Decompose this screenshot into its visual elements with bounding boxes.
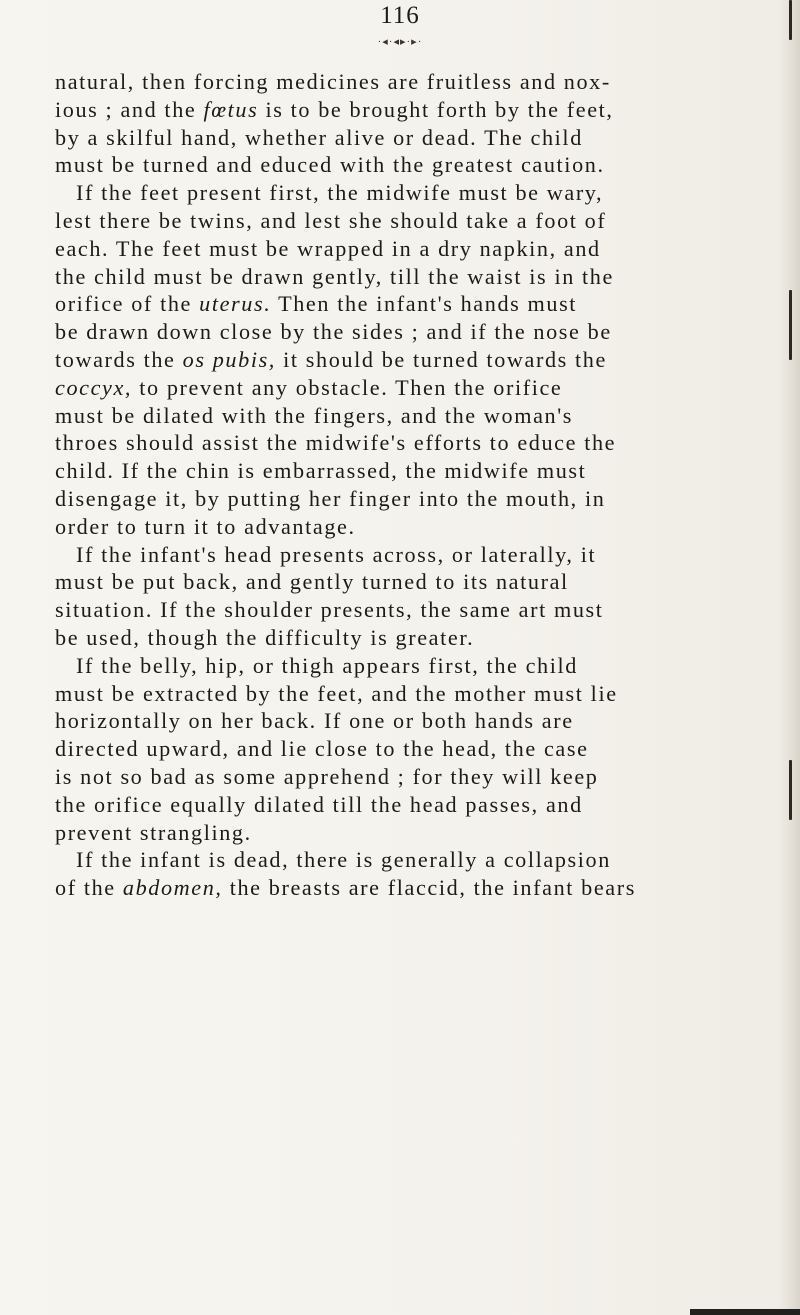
text-line <box>55 124 583 152</box>
text-run: disengage it, by putting her finger into the mouth, in <box>55 486 606 511</box>
text-run: the child must be drawn gently, till the waist is in the <box>55 263 614 289</box>
text-run: be used, though the difficulty is greater. <box>55 625 475 650</box>
text-run: lest there be twins, and lest she should take a foot of <box>55 208 607 233</box>
text-run: it should be turned towards the <box>275 347 607 372</box>
text-run: If the feet present first, the midwife must be wary, <box>76 180 604 206</box>
text-line <box>55 568 569 596</box>
page-bottom-shadow <box>690 1309 800 1315</box>
text-run: must be turned and educed with the greatest caution. <box>55 152 605 178</box>
text-line <box>76 541 596 569</box>
text-run: If the infant's head presents across, or laterally, it <box>76 541 597 567</box>
text-line <box>55 596 604 624</box>
text-line <box>55 485 605 513</box>
text-run: orifice of the <box>55 291 200 317</box>
text-run: each. The feet must be wrapped in a dry napkin, and <box>55 235 601 261</box>
italic-term: uterus. <box>199 291 272 317</box>
text-run: natural, then forcing medicines are fruitless and nox- <box>55 69 611 94</box>
text-run: be drawn down close by the sides ; and if the nose be <box>55 319 612 345</box>
text-run: by a skilful hand, whether alive or dead. The child <box>55 124 583 150</box>
text-line <box>76 652 578 680</box>
page-edge-mark <box>789 290 792 360</box>
text-run: throes should assist the midwife's efforts to educe the <box>55 430 617 456</box>
page-number: 116 <box>380 2 420 29</box>
text-run: towards the <box>55 347 183 372</box>
text-run: the orifice equally dilated till the head passes, and <box>55 791 583 817</box>
text-run: must be put back, and gently turned to its natural <box>55 569 569 595</box>
text-run: must be extracted by the feet, and the mother must lie <box>55 680 618 706</box>
italic-term: abdomen, <box>122 875 223 901</box>
text-line <box>55 402 573 430</box>
text-line <box>55 874 636 902</box>
text-line <box>55 318 612 346</box>
text-line <box>55 707 574 735</box>
text-line <box>76 846 611 874</box>
text-line <box>55 151 605 179</box>
text-line <box>55 680 618 708</box>
text-run: situation. If the shoulder presents, the same art must <box>55 597 604 623</box>
text-line <box>55 763 598 791</box>
text-line <box>55 68 611 96</box>
text-run: is to be brought forth by the feet, <box>258 96 614 122</box>
text-run: order to turn it to advantage. <box>55 513 356 539</box>
page-edge-mark <box>789 760 792 820</box>
text-line <box>55 429 616 457</box>
text-run: If the belly, hip, or thigh appears first, the child <box>76 652 578 678</box>
text-run: is not so bad as some apprehend ; for they will keep <box>55 764 599 789</box>
text-line <box>55 735 589 763</box>
text-run: of the <box>55 875 123 901</box>
text-line <box>55 624 474 652</box>
italic-term: fœtus <box>203 96 259 122</box>
text-run: must be dilated with the fingers, and the woman's <box>55 402 574 428</box>
page-edge-shadow <box>778 0 800 1315</box>
text-line <box>55 290 577 318</box>
text-line <box>55 791 583 819</box>
text-run: horizontally on her back. If one or both hands are <box>55 708 574 734</box>
text-run: Then the infant's hands must <box>271 291 578 317</box>
text-run: prevent strangling. <box>55 819 252 845</box>
text-line <box>55 207 606 235</box>
text-line <box>55 263 614 291</box>
text-line <box>76 179 603 207</box>
text-line <box>55 374 562 402</box>
text-line <box>55 513 356 541</box>
text-run: to prevent any obstacle. Then the orifice <box>132 374 563 400</box>
text-line <box>55 819 252 847</box>
header-ornament: ·◂·◂▸·▸· <box>377 36 423 48</box>
text-line <box>55 235 601 263</box>
text-line <box>55 96 614 124</box>
text-run: the breasts are flaccid, the infant bears <box>222 875 636 901</box>
text-run: ious ; and the <box>55 96 204 122</box>
text-run: If the infant is dead, there is generally a collapsion <box>76 847 611 873</box>
italic-term: os pubis, <box>182 347 276 372</box>
text-run: directed upward, and lie close to the head, the case <box>55 736 589 762</box>
text-line <box>55 346 607 374</box>
text-line <box>55 457 586 485</box>
italic-term: coccyx, <box>55 374 133 400</box>
text-run: child. If the chin is embarrassed, the midwife must <box>55 458 587 484</box>
